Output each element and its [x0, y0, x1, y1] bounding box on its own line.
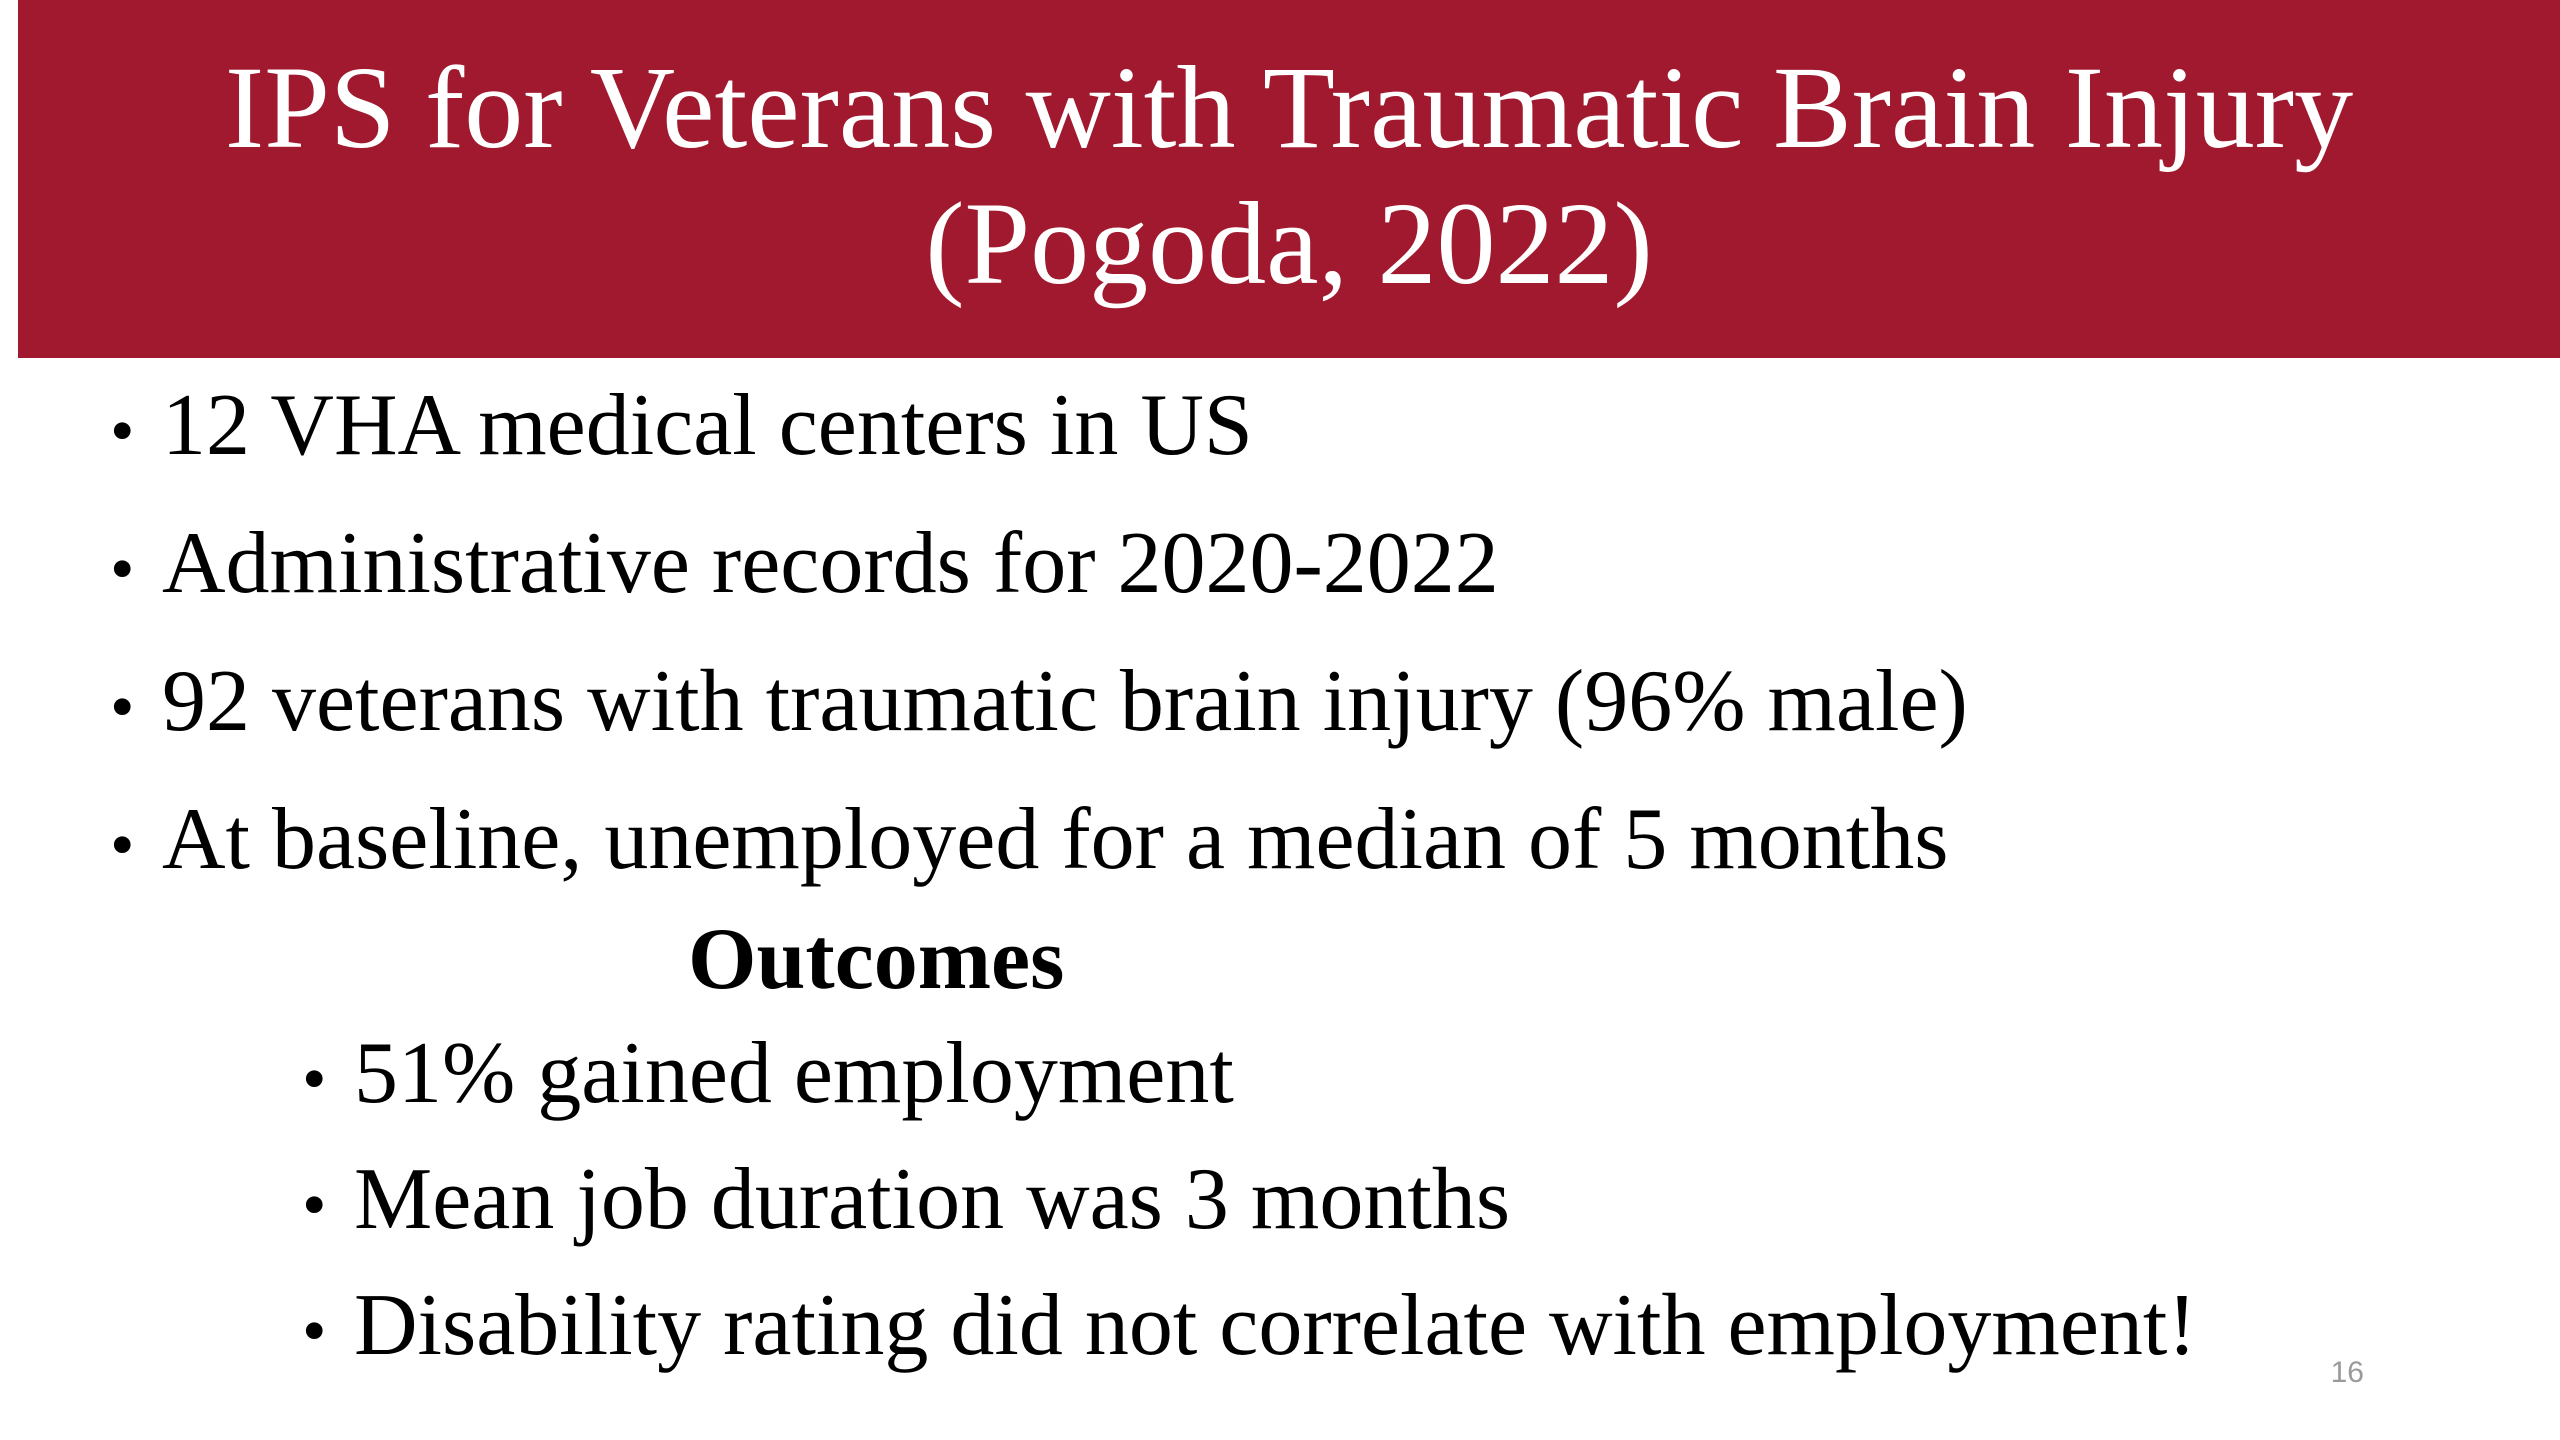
outcome-item: [302, 1266, 2197, 1392]
bullet-item: [110, 360, 1968, 498]
bullet-item: [110, 774, 1968, 912]
outcomes-heading: Outcomes: [688, 911, 1065, 1008]
slide-title-line-1: IPS for Veterans with Traumatic Brain Injury: [224, 42, 2354, 173]
title-bar: [18, 0, 2560, 358]
bullet-icon: •: [302, 1167, 327, 1244]
outcome-text: 51% gained employment: [354, 1025, 1234, 1122]
bullet-text: Administrative records for 2020-2022: [162, 515, 1499, 612]
slide-title-line-2: (Pogoda, 2022): [925, 178, 1653, 309]
outcome-text: Mean job duration was 3 months: [354, 1151, 1511, 1248]
bullet-text: 92 veterans with traumatic brain injury (96% male): [162, 653, 1968, 750]
bullet-icon: •: [302, 1041, 327, 1118]
bullet-icon: •: [302, 1293, 327, 1370]
bullet-text: 12 VHA medical centers in US: [162, 377, 1253, 474]
outcome-item: [302, 1014, 2197, 1140]
outcomes-bullet-list: [302, 1014, 2197, 1392]
bullet-icon: •: [110, 393, 135, 470]
bullet-icon: •: [110, 531, 135, 608]
outcome-item: [302, 1140, 2197, 1266]
outcome-text: Disability rating did not correlate with employment!: [354, 1277, 2197, 1374]
slide-number: 16: [2330, 1356, 2364, 1389]
bullet-icon: •: [110, 807, 135, 884]
bullet-text: At baseline, unemployed for a median of 5 months: [162, 791, 1949, 888]
bullet-item: [110, 636, 1968, 774]
bullet-icon: •: [110, 669, 135, 746]
bullet-item: [110, 498, 1968, 636]
main-bullet-list: [110, 360, 1968, 912]
